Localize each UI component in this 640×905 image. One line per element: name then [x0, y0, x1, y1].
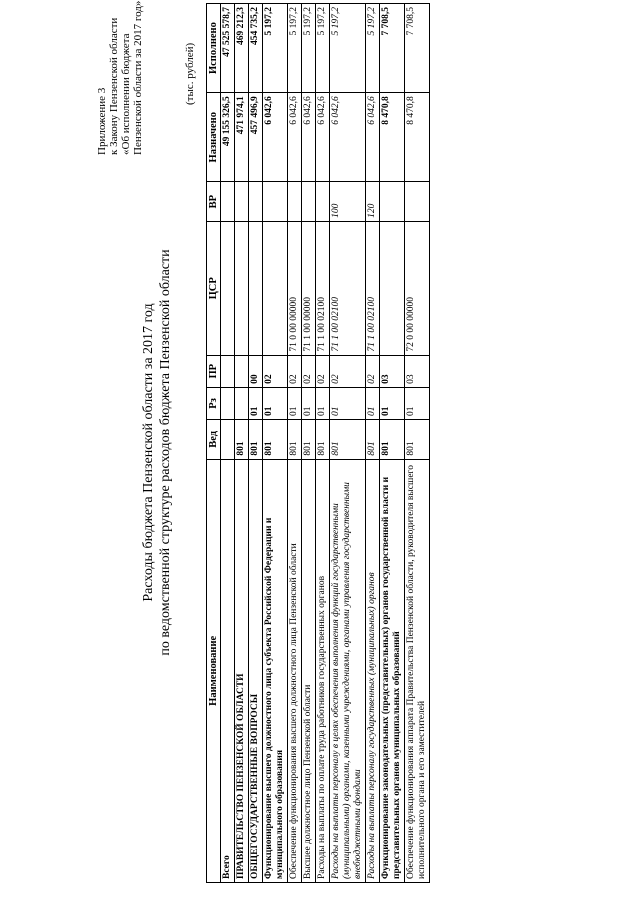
cell-executed: 454 735,2: [249, 4, 263, 93]
cell-rz: 01: [366, 387, 380, 419]
cell-rz: 01: [316, 387, 330, 419]
cell-vr: [380, 182, 405, 222]
cell-assigned: 6 042,6: [302, 93, 316, 182]
title-line-1: Расходы бюджета Пензенской области за 2017 год: [141, 303, 156, 602]
cell-ved: 801: [288, 420, 302, 460]
cell-name: ПРАВИТЕЛЬСТВО ПЕНЗЕНСКОЙ ОБЛАСТИ: [235, 459, 249, 882]
cell-vr: [302, 182, 316, 222]
table-row: [330, 4, 366, 883]
cell-assigned: 8 470,8: [380, 93, 405, 182]
cell-pr: 02: [366, 355, 380, 387]
table-row: [405, 4, 430, 883]
cell-vr: 120: [366, 182, 380, 222]
cell-vr: [288, 182, 302, 222]
cell-pr: 03: [405, 355, 430, 387]
header-pr: ПР: [207, 355, 221, 387]
cell-ved: 801: [366, 420, 380, 460]
cell-pr: [235, 355, 249, 387]
title-line-2: по ведомственной структуре расходов бюджета Пензенской области: [158, 249, 173, 656]
cell-pr: 02: [288, 355, 302, 387]
cell-ved: 801: [330, 420, 366, 460]
cell-name: Расходы на выплаты персоналу государственных (муниципальных) органов: [366, 459, 380, 882]
cell-csr: 71 1 00 00000: [302, 221, 316, 355]
table-row: [263, 4, 288, 883]
cell-ved: 801: [302, 420, 316, 460]
table-row: [288, 4, 302, 883]
cell-name: Расходы на выплаты по оплате труда работников государственных органов: [316, 459, 330, 882]
cell-ved: [221, 420, 235, 460]
cell-pr: 02: [330, 355, 366, 387]
cell-rz: 01: [288, 387, 302, 419]
cell-rz: 01: [405, 387, 430, 419]
cell-csr: 71 1 00 02100: [366, 221, 380, 355]
cell-name: ОБЩЕГОСУДАРСТВЕННЫЕ ВОПРОСЫ: [249, 459, 263, 882]
table-row: [380, 4, 405, 883]
header-rz: Рз: [207, 387, 221, 419]
table-row: [249, 4, 263, 883]
cell-csr: 71 1 00 02100: [316, 221, 330, 355]
cell-csr: 71 1 00 02100: [330, 221, 366, 355]
cell-name: Расходы на выплаты персоналу в целях обеспечения выполнения функций государственными (муниципальными) органами, казенными учреждениями, органами управления государственными внебюджетными фондами: [330, 459, 366, 882]
appendix-line: «Об исполнении бюджета: [120, 33, 132, 155]
header-assigned: Назначено: [207, 93, 221, 182]
cell-assigned: 6 042,6: [288, 93, 302, 182]
cell-ved: 801: [405, 420, 430, 460]
cell-rz: [235, 387, 249, 419]
table-header-row: [207, 4, 221, 883]
cell-csr: [380, 221, 405, 355]
cell-rz: 01: [249, 387, 263, 419]
cell-csr: [263, 221, 288, 355]
cell-ved: 801: [380, 420, 405, 460]
cell-pr: 02: [302, 355, 316, 387]
cell-ved: 801: [249, 420, 263, 460]
document-title: [140, 0, 174, 905]
cell-assigned: 6 042,6: [366, 93, 380, 182]
cell-csr: [235, 221, 249, 355]
cell-name: Функционирование высшего должностного лица субъекта Российской Федерации и муниципального образования: [263, 459, 288, 882]
header-name: Наименование: [207, 459, 221, 882]
cell-rz: 01: [302, 387, 316, 419]
table-row: [221, 4, 235, 883]
cell-pr: 02: [263, 355, 288, 387]
cell-assigned: 6 042,6: [316, 93, 330, 182]
cell-executed: 469 212,3: [235, 4, 249, 93]
cell-vr: [221, 182, 235, 222]
cell-vr: [316, 182, 330, 222]
units-note: (тыс. рублей): [184, 42, 196, 105]
expenses-table: [206, 3, 430, 883]
appendix-line: Пензенской области за 2017 год»: [132, 0, 144, 155]
cell-executed: 7 708,5: [380, 4, 405, 93]
cell-csr: 71 0 00 00000: [288, 221, 302, 355]
cell-pr: 02: [316, 355, 330, 387]
cell-rz: 01: [330, 387, 366, 419]
appendix-line: Приложение 3: [96, 87, 108, 155]
header-vr: ВР: [207, 182, 221, 222]
cell-rz: 01: [380, 387, 405, 419]
cell-executed: 7 708,5: [405, 4, 430, 93]
cell-name: Всего: [221, 459, 235, 882]
cell-assigned: 6 042,6: [330, 93, 366, 182]
table-row: [366, 4, 380, 883]
appendix-line: к Закону Пензенской области: [108, 17, 120, 155]
cell-name: Высшее должностное лицо Пензенской области: [302, 459, 316, 882]
cell-executed: 5 197,2: [366, 4, 380, 93]
cell-vr: 100: [330, 182, 366, 222]
cell-pr: [221, 355, 235, 387]
cell-assigned: 8 470,8: [405, 93, 430, 182]
header-csr: ЦСР: [207, 221, 221, 355]
cell-csr: [221, 221, 235, 355]
cell-csr: 72 0 00 00000: [405, 221, 430, 355]
header-ved: Вед: [207, 420, 221, 460]
cell-vr: [263, 182, 288, 222]
cell-executed: 5 197,2: [316, 4, 330, 93]
table-row: [302, 4, 316, 883]
cell-pr: 03: [380, 355, 405, 387]
header-executed: Исполнено: [207, 4, 221, 93]
cell-executed: 47 525 578,7: [221, 4, 235, 93]
table-body: [221, 4, 430, 883]
cell-vr: [235, 182, 249, 222]
cell-executed: 5 197,2: [288, 4, 302, 93]
cell-name: Обеспечение функционирования аппарата Правительства Пензенской области, руководителя высшего исполнительного органа и его заместителей: [405, 459, 430, 882]
cell-executed: 5 197,2: [263, 4, 288, 93]
cell-executed: 5 197,2: [330, 4, 366, 93]
cell-ved: 801: [316, 420, 330, 460]
cell-vr: [249, 182, 263, 222]
table-row: [316, 4, 330, 883]
cell-ved: 801: [235, 420, 249, 460]
cell-vr: [405, 182, 430, 222]
table-row: [235, 4, 249, 883]
cell-csr: [249, 221, 263, 355]
cell-pr: 00: [249, 355, 263, 387]
cell-rz: [221, 387, 235, 419]
cell-ved: 801: [263, 420, 288, 460]
cell-assigned: 457 496,9: [249, 93, 263, 182]
cell-rz: 01: [263, 387, 288, 419]
cell-name: Обеспечение функционирования высшего должностного лица Пензенской области: [288, 459, 302, 882]
cell-assigned: 6 042,6: [263, 93, 288, 182]
cell-executed: 5 197,2: [302, 4, 316, 93]
appendix-note: [96, 1, 144, 155]
cell-assigned: 471 974,1: [235, 93, 249, 182]
cell-name: Функционирование законодательных (представительных) органов государственной власти и представительных органов муниципальных образований: [380, 459, 405, 882]
cell-assigned: 49 155 326,5: [221, 93, 235, 182]
